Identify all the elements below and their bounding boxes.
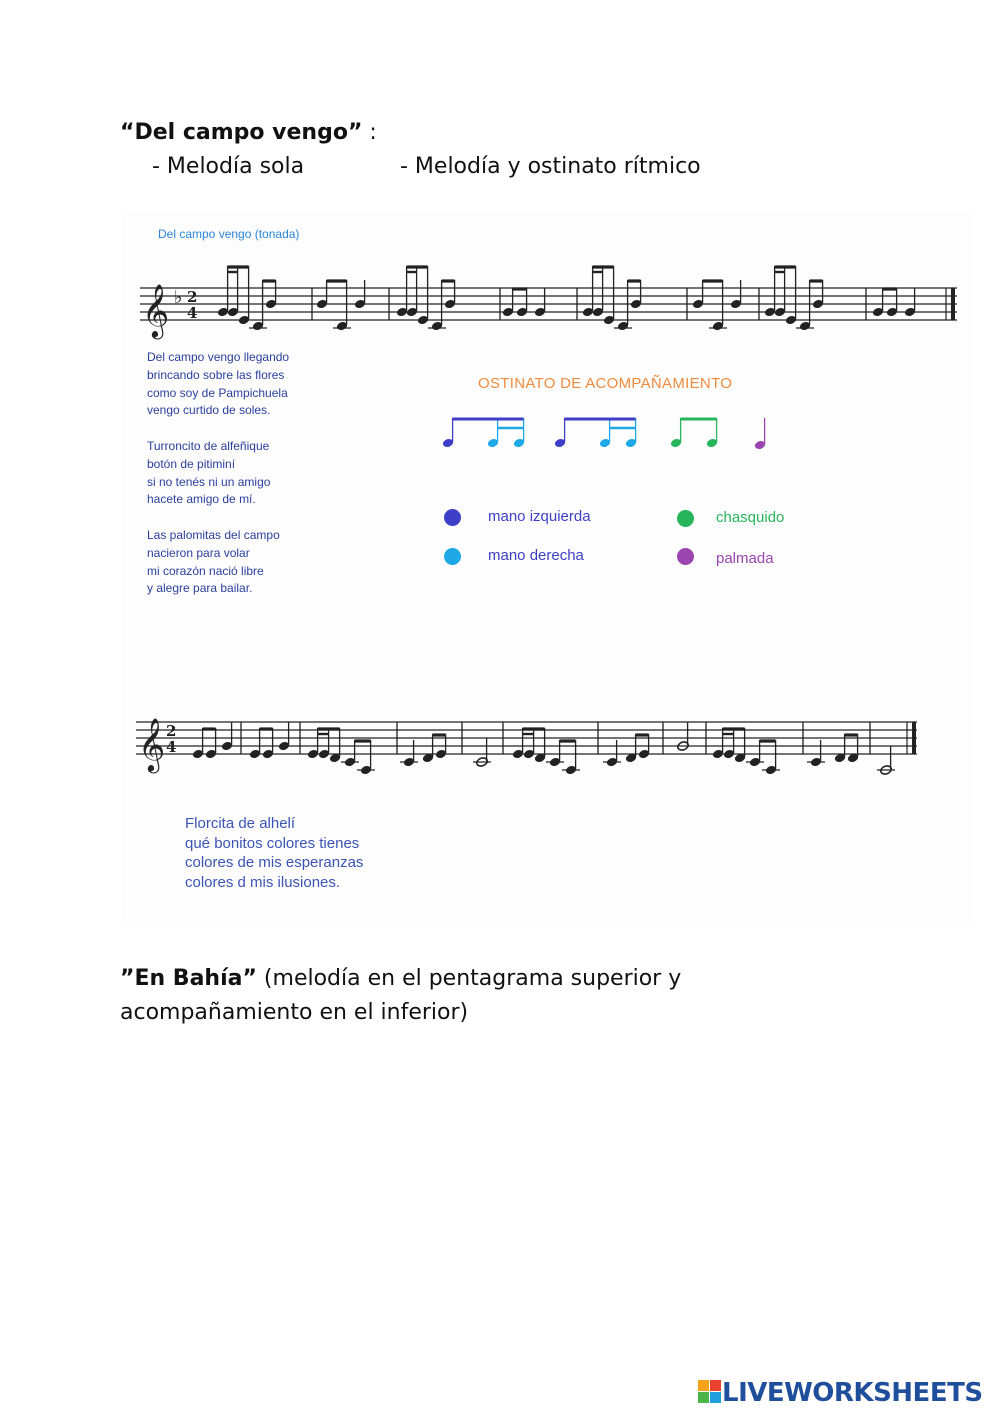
note [562,740,580,775]
logo-text: LIVEWORKSHEETS [722,1378,983,1408]
time-sig-bottom: 4 [187,304,198,322]
note [318,728,330,759]
note [205,728,217,759]
note [357,740,375,775]
note [262,728,274,759]
song-title: “Del campo vengo” [120,120,363,145]
time-sig-top: 2 [166,722,177,740]
verse-line: colores d mis ilusiones. [185,873,341,891]
verse-line: y alegre para bailar. [147,581,253,596]
note [712,728,724,759]
logo-blocks-icon [698,1380,722,1404]
time-sig-bottom: 4 [166,738,177,756]
score-subtitle: Del campo vengo (tonada) [158,227,300,241]
time-sig-top: 2 [187,288,198,306]
verse-line: colores de mis esperanzas [185,854,364,871]
note [473,738,491,767]
verse-line: vengo curtido de soles. [147,403,271,418]
ostinato-title: OSTINATO DE ACOMPAÑAMIENTO [478,375,733,392]
section-2-description: (melodía en el pentagrama superior y acompañamiento en el inferior) [120,966,682,1025]
verse-line: Turroncito de alfeñique [147,438,270,453]
verse-line: brincando sobre las flores [147,367,285,382]
verse-line: hacete amigo de mí. [147,492,256,507]
option-melodia-ostinato: - Melodía y ostinato rítmico [400,154,701,179]
note [512,728,524,759]
verse-line: Del campo vengo llegando [147,350,290,364]
note [877,746,895,775]
option-melodia-sola: - Melodía sola [152,154,305,179]
verse-line: qué bonitos colores tienes [185,834,360,852]
section-title-en-bahia [120,962,760,1030]
verse-line: como soy de Pampichuela [147,385,288,400]
verse-line: si no tenés ni un amigo [147,474,271,489]
treble-clef-icon: 𝄞 [142,283,170,337]
note [221,722,233,751]
note [677,722,690,751]
verse-line: botón de pitiminí [147,456,236,471]
note [278,722,290,751]
flat-sign-icon: ♭ [174,287,183,308]
verse-line: Las palomitas del campo [147,527,280,542]
title-suffix: : [362,120,377,145]
note [523,728,535,759]
final-barline [912,722,916,754]
verse-line: nacieron para volar [147,545,250,560]
note [307,728,319,759]
verse-line: Florcita de alhelí [185,815,296,832]
verse-line: mi corazón nació libre [147,563,264,578]
note [762,740,780,775]
note [249,728,261,759]
verses-2 [185,814,363,892]
note [723,728,735,759]
song-title-2: ”En Bahía” [120,966,257,991]
treble-clef-icon: 𝄞 [138,717,166,771]
legend-label-snap: chasquido [716,509,785,526]
liveworksheets-logo [698,1378,983,1408]
legend-label-right-hand: mano derecha [488,547,584,564]
legend-label-clap: palmada [716,550,774,567]
legend-label-left-hand: mano izquierda [488,508,591,525]
note [192,728,204,759]
